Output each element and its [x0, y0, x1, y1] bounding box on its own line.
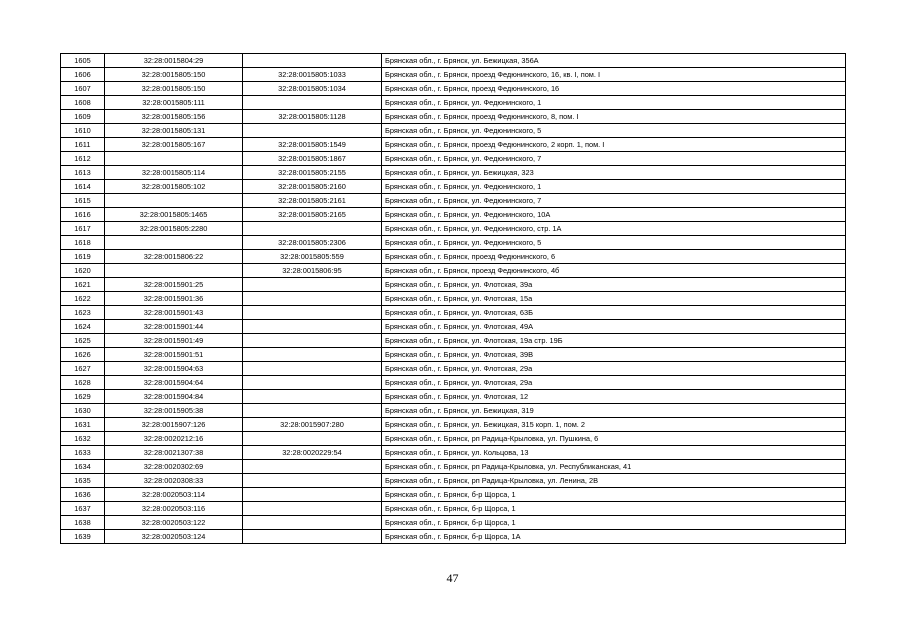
table-row	[61, 404, 846, 418]
table-row	[61, 376, 846, 390]
table-row	[61, 446, 846, 460]
object-number-cell: 32:28:0015805:559	[243, 250, 382, 264]
address-cell: Брянская обл., г. Брянск, ул. Флотская, 12	[382, 390, 846, 404]
table-row	[61, 418, 846, 432]
row-number-cell: 1636	[61, 488, 105, 502]
cadastral-number-cell: 32:28:0015805:1465	[105, 208, 243, 222]
object-number-cell: 32:28:0020229:54	[243, 446, 382, 460]
cadastral-number-cell: 32:28:0015805:150	[105, 82, 243, 96]
table-row	[61, 222, 846, 236]
row-number-cell: 1618	[61, 236, 105, 250]
address-cell: Брянская обл., г. Брянск, б-р Щорса, 1	[382, 516, 846, 530]
object-number-cell	[243, 362, 382, 376]
object-number-cell	[243, 306, 382, 320]
table-row	[61, 180, 846, 194]
cadastral-number-cell: 32:28:0015901:49	[105, 334, 243, 348]
cadastral-number-cell: 32:28:0015901:25	[105, 278, 243, 292]
row-number-cell: 1615	[61, 194, 105, 208]
address-cell: Брянская обл., г. Брянск, ул. Федюнинского, 7	[382, 194, 846, 208]
address-cell: Брянская обл., г. Брянск, проезд Федюнинского, 2 корп. 1, пом. I	[382, 138, 846, 152]
address-cell: Брянская обл., г. Брянск, б-р Щорса, 1А	[382, 530, 846, 544]
row-number-cell: 1634	[61, 460, 105, 474]
object-number-cell: 32:28:0015806:95	[243, 264, 382, 278]
object-number-cell	[243, 348, 382, 362]
table-row	[61, 292, 846, 306]
cadastral-number-cell: 32:28:0015805:2280	[105, 222, 243, 236]
address-cell: Брянская обл., г. Брянск, проезд Федюнинского, 16, кв. I, пом. I	[382, 68, 846, 82]
table-row	[61, 460, 846, 474]
cadastral-number-cell: 32:28:0015805:131	[105, 124, 243, 138]
address-cell: Брянская обл., г. Брянск, ул. Флотская, 15а	[382, 292, 846, 306]
row-number-cell: 1621	[61, 278, 105, 292]
cadastral-number-cell: 32:28:0015904:64	[105, 376, 243, 390]
table-row	[61, 264, 846, 278]
cadastral-number-cell: 32:28:0015904:63	[105, 362, 243, 376]
object-number-cell	[243, 460, 382, 474]
cadastral-number-cell	[105, 236, 243, 250]
object-number-cell	[243, 502, 382, 516]
cadastral-number-cell	[105, 152, 243, 166]
address-cell: Брянская обл., г. Брянск, ул. Флотская, 29а	[382, 362, 846, 376]
object-number-cell: 32:28:0015805:2165	[243, 208, 382, 222]
table-row	[61, 250, 846, 264]
cadastral-number-cell: 32:28:0015907:126	[105, 418, 243, 432]
cadastral-number-cell: 32:28:0015901:43	[105, 306, 243, 320]
row-number-cell: 1623	[61, 306, 105, 320]
address-cell: Брянская обл., г. Брянск, ул. Бежицкая, 315 корп. 1, пом. 2	[382, 418, 846, 432]
row-number-cell: 1617	[61, 222, 105, 236]
row-number-cell: 1625	[61, 334, 105, 348]
cadastral-number-cell: 32:28:0015804:29	[105, 54, 243, 68]
address-cell: Брянская обл., г. Брянск, рп Радица-Крыловка, ул. Пушкина, 6	[382, 432, 846, 446]
address-cell: Брянская обл., г. Брянск, проезд Федюнинского, 6	[382, 250, 846, 264]
table-row	[61, 362, 846, 376]
property-table	[60, 53, 846, 544]
cadastral-number-cell: 32:28:0015805:111	[105, 96, 243, 110]
table-row	[61, 208, 846, 222]
object-number-cell	[243, 334, 382, 348]
object-number-cell: 32:28:0015805:1549	[243, 138, 382, 152]
object-number-cell: 32:28:0015805:1034	[243, 82, 382, 96]
object-number-cell	[243, 222, 382, 236]
object-number-cell: 32:28:0015805:1033	[243, 68, 382, 82]
address-cell: Брянская обл., г. Брянск, б-р Щорса, 1	[382, 502, 846, 516]
table-row	[61, 278, 846, 292]
table-row	[61, 166, 846, 180]
cadastral-number-cell: 32:28:0015905:38	[105, 404, 243, 418]
table-row	[61, 68, 846, 82]
object-number-cell	[243, 278, 382, 292]
row-number-cell: 1607	[61, 82, 105, 96]
address-cell: Брянская обл., г. Брянск, ул. Флотская, 63Б	[382, 306, 846, 320]
row-number-cell: 1614	[61, 180, 105, 194]
row-number-cell: 1620	[61, 264, 105, 278]
object-number-cell	[243, 96, 382, 110]
row-number-cell: 1629	[61, 390, 105, 404]
cadastral-number-cell: 32:28:0015904:84	[105, 390, 243, 404]
table-row	[61, 110, 846, 124]
table-row	[61, 96, 846, 110]
row-number-cell: 1637	[61, 502, 105, 516]
table-row	[61, 502, 846, 516]
cadastral-number-cell: 32:28:0021307:38	[105, 446, 243, 460]
object-number-cell	[243, 488, 382, 502]
cadastral-number-cell: 32:28:0015901:51	[105, 348, 243, 362]
object-number-cell	[243, 390, 382, 404]
object-number-cell	[243, 292, 382, 306]
address-cell: Брянская обл., г. Брянск, ул. Кольцова, 13	[382, 446, 846, 460]
object-number-cell	[243, 320, 382, 334]
object-number-cell	[243, 404, 382, 418]
row-number-cell: 1613	[61, 166, 105, 180]
table-row	[61, 488, 846, 502]
row-number-cell: 1622	[61, 292, 105, 306]
row-number-cell: 1606	[61, 68, 105, 82]
object-number-cell	[243, 54, 382, 68]
cadastral-number-cell	[105, 264, 243, 278]
row-number-cell: 1639	[61, 530, 105, 544]
address-cell: Брянская обл., г. Брянск, рп Радица-Крыловка, ул. Ленина, 2В	[382, 474, 846, 488]
address-cell: Брянская обл., г. Брянск, проезд Федюнинского, 16	[382, 82, 846, 96]
row-number-cell: 1610	[61, 124, 105, 138]
row-number-cell: 1608	[61, 96, 105, 110]
address-cell: Брянская обл., г. Брянск, ул. Федюнинского, 7	[382, 152, 846, 166]
table-row	[61, 516, 846, 530]
cadastral-number-cell: 32:28:0020503:122	[105, 516, 243, 530]
table-row	[61, 138, 846, 152]
object-number-cell: 32:28:0015805:2160	[243, 180, 382, 194]
object-number-cell	[243, 530, 382, 544]
table-row	[61, 82, 846, 96]
address-cell: Брянская обл., г. Брянск, ул. Флотская, 39а	[382, 278, 846, 292]
cadastral-number-cell: 32:28:0020503:116	[105, 502, 243, 516]
address-cell: Брянская обл., г. Брянск, ул. Флотская, 39В	[382, 348, 846, 362]
address-cell: Брянская обл., г. Брянск, ул. Бежицкая, 319	[382, 404, 846, 418]
table-row	[61, 474, 846, 488]
table-row	[61, 194, 846, 208]
row-number-cell: 1624	[61, 320, 105, 334]
table-row	[61, 334, 846, 348]
table-row	[61, 306, 846, 320]
cadastral-number-cell	[105, 194, 243, 208]
property-table-body	[61, 54, 846, 544]
row-number-cell: 1633	[61, 446, 105, 460]
object-number-cell: 32:28:0015805:2306	[243, 236, 382, 250]
row-number-cell: 1632	[61, 432, 105, 446]
table-row	[61, 320, 846, 334]
row-number-cell: 1612	[61, 152, 105, 166]
address-cell: Брянская обл., г. Брянск, проезд Федюнинского, 4б	[382, 264, 846, 278]
row-number-cell: 1631	[61, 418, 105, 432]
row-number-cell: 1630	[61, 404, 105, 418]
table-row	[61, 432, 846, 446]
object-number-cell	[243, 474, 382, 488]
address-cell: Брянская обл., г. Брянск, рп Радица-Крыловка, ул. Республиканская, 41	[382, 460, 846, 474]
object-number-cell: 32:28:0015907:280	[243, 418, 382, 432]
cadastral-number-cell: 32:28:0015805:156	[105, 110, 243, 124]
cadastral-number-cell: 32:28:0020503:124	[105, 530, 243, 544]
cadastral-number-cell: 32:28:0020308:33	[105, 474, 243, 488]
row-number-cell: 1638	[61, 516, 105, 530]
table-row	[61, 390, 846, 404]
row-number-cell: 1619	[61, 250, 105, 264]
row-number-cell: 1627	[61, 362, 105, 376]
address-cell: Брянская обл., г. Брянск, ул. Федюнинского, 10А	[382, 208, 846, 222]
page-number: 47	[446, 571, 459, 585]
address-cell: Брянская обл., г. Брянск, ул. Федюнинского, стр. 1А	[382, 222, 846, 236]
cadastral-number-cell: 32:28:0015805:150	[105, 68, 243, 82]
object-number-cell	[243, 432, 382, 446]
address-cell: Брянская обл., г. Брянск, ул. Федюнинского, 1	[382, 180, 846, 194]
address-cell: Брянская обл., г. Брянск, ул. Бежицкая, 323	[382, 166, 846, 180]
address-cell: Брянская обл., г. Брянск, ул. Федюнинского, 1	[382, 96, 846, 110]
address-cell: Брянская обл., г. Брянск, ул. Флотская, 49А	[382, 320, 846, 334]
object-number-cell: 32:28:0015805:1128	[243, 110, 382, 124]
table-row	[61, 236, 846, 250]
row-number-cell: 1609	[61, 110, 105, 124]
table-row	[61, 124, 846, 138]
row-number-cell: 1605	[61, 54, 105, 68]
address-cell: Брянская обл., г. Брянск, проезд Федюнинского, 8, пом. I	[382, 110, 846, 124]
cadastral-number-cell: 32:28:0015805:114	[105, 166, 243, 180]
object-number-cell: 32:28:0015805:2155	[243, 166, 382, 180]
object-number-cell	[243, 376, 382, 390]
address-cell: Брянская обл., г. Брянск, ул. Бежицкая, 356А	[382, 54, 846, 68]
table-row	[61, 152, 846, 166]
table-row	[61, 348, 846, 362]
row-number-cell: 1616	[61, 208, 105, 222]
row-number-cell: 1611	[61, 138, 105, 152]
address-cell: Брянская обл., г. Брянск, ул. Федюнинского, 5	[382, 236, 846, 250]
row-number-cell: 1626	[61, 348, 105, 362]
cadastral-number-cell: 32:28:0015805:102	[105, 180, 243, 194]
cadastral-number-cell: 32:28:0015806:22	[105, 250, 243, 264]
address-cell: Брянская обл., г. Брянск, ул. Флотская, 19а стр. 19Б	[382, 334, 846, 348]
address-cell: Брянская обл., г. Брянск, б-р Щорса, 1	[382, 488, 846, 502]
object-number-cell	[243, 124, 382, 138]
table-row	[61, 530, 846, 544]
cadastral-number-cell: 32:28:0020503:114	[105, 488, 243, 502]
address-cell: Брянская обл., г. Брянск, ул. Флотская, 29а	[382, 376, 846, 390]
cadastral-number-cell: 32:28:0015805:167	[105, 138, 243, 152]
row-number-cell: 1635	[61, 474, 105, 488]
row-number-cell: 1628	[61, 376, 105, 390]
cadastral-number-cell: 32:28:0015901:44	[105, 320, 243, 334]
table-row	[61, 54, 846, 68]
object-number-cell: 32:28:0015805:1867	[243, 152, 382, 166]
cadastral-number-cell: 32:28:0020302:69	[105, 460, 243, 474]
address-cell: Брянская обл., г. Брянск, ул. Федюнинского, 5	[382, 124, 846, 138]
cadastral-number-cell: 32:28:0020212:16	[105, 432, 243, 446]
object-number-cell	[243, 516, 382, 530]
object-number-cell: 32:28:0015805:2161	[243, 194, 382, 208]
cadastral-number-cell: 32:28:0015901:36	[105, 292, 243, 306]
